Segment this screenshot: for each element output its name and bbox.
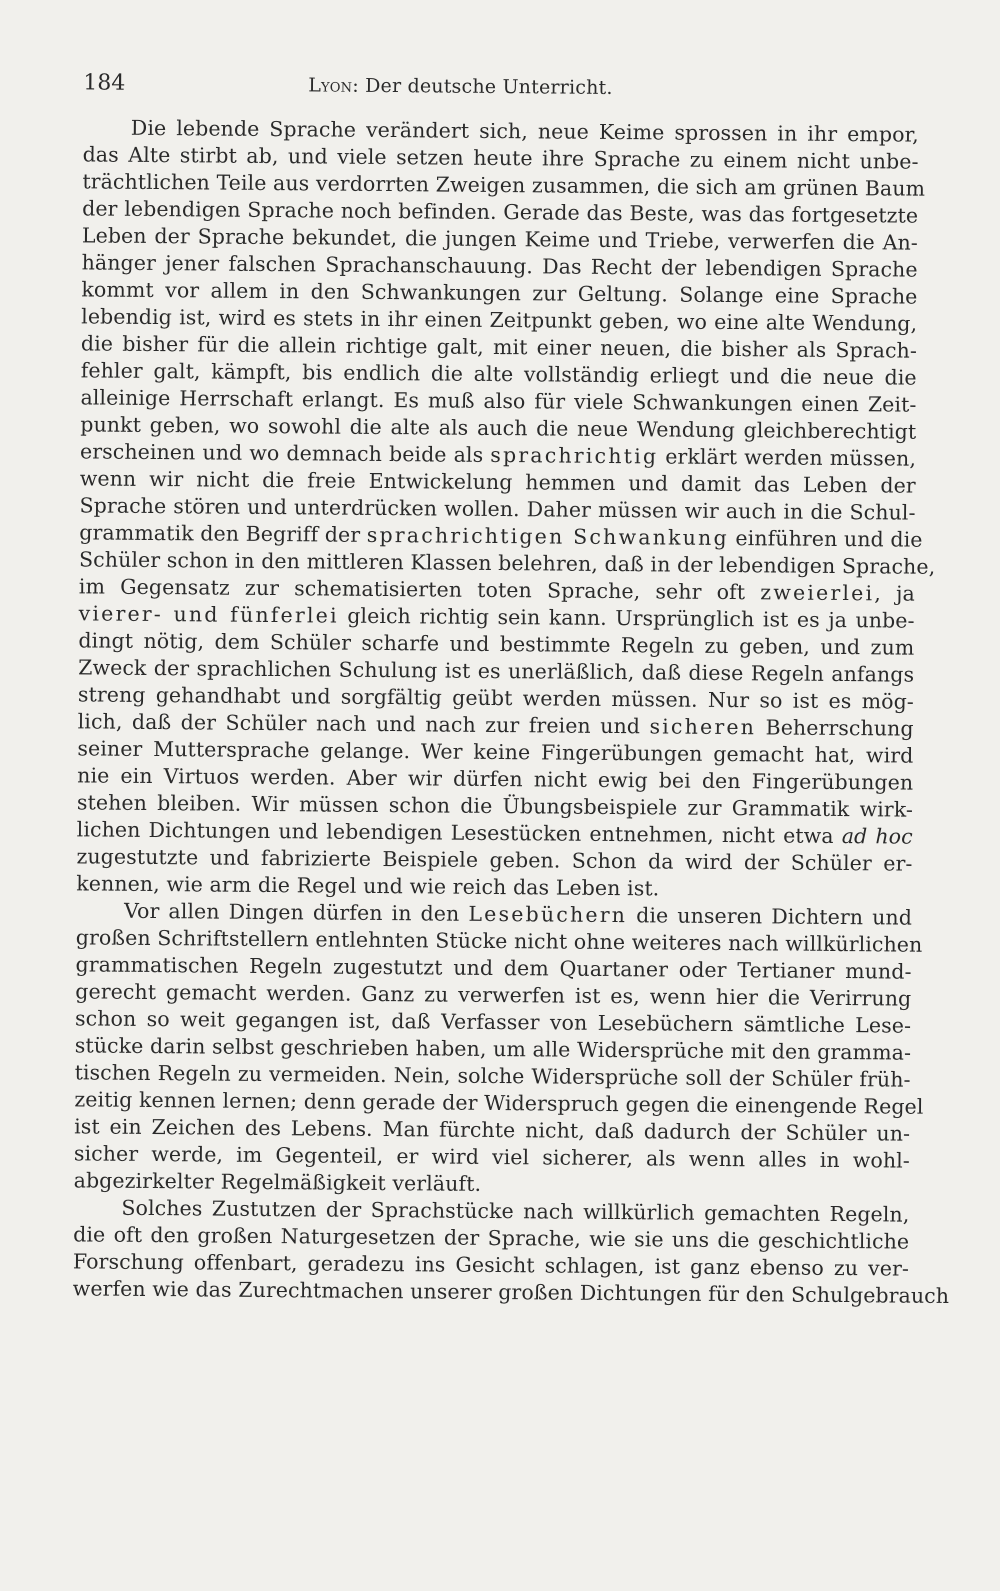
text-line: das Alte stirbt ab, und viele setzen heute ihre Sprache zu einem nicht unbe- [82,142,919,174]
text-line: alleinige Herrschaft erlangt. Es muß also für viele Schwankungen einen Zeit- [80,385,917,417]
text-line: Solches Zustutzen der Sprachstücke nach willkürlich gemachten Regeln, [121,1195,910,1227]
text-line: lichen Dichtungen und lebendigen Lesestücken entnehmen, nicht etwa ad hoc [76,817,913,849]
text-line: hänger jener falschen Sprachanschauung. Das Recht der lebendigen Sprache [81,250,918,282]
running-header [83,70,919,121]
text-line: zugestutzte und fabrizierte Beispiele geben. Schon da wird der Schüler er- [76,844,913,876]
text-line: kommt vor allem in den Schwankungen zur Geltung. Solange eine Sprache [81,277,918,309]
emphasis-spaced: Lesebüchern [468,901,628,928]
paragraph [72,1194,950,1309]
emphasis-spaced: vierer- und fünferlei [78,601,339,628]
text-line: streng gehandhabt und sorgfältig geübt werden müssen. Nur so ist es mög- [77,682,914,714]
author-name: Lyon [308,74,353,97]
text-line: Schüler schon in den mittleren Klassen belehren, daß in der lebendigen Sprache, [78,547,936,579]
text-line: stücke darin selbst geschrieben haben, um alle Widersprüche mit den gramma- [74,1033,912,1065]
text-line: trächtlichen Teile aus verdorrten Zweigen zusammen, die sich am grünen Baum [82,169,926,201]
text-line: grammatik den Begriff der sprachrichtigen Schwankung einführen und die [79,520,923,552]
text-line: tischen Regeln zu vermeiden. Nein, solche Widersprüche soll der Schüler früh- [74,1060,911,1092]
text-line: grammatischen Regeln zugestutzt und dem Quartaner oder Tertianer mund- [75,952,912,984]
text-line: gerecht gemacht werden. Ganz zu verwerfen ist es, wenn hier die Verirrung [75,979,912,1011]
text-line: ist ein Zeichen des Lebens. Man fürchte nicht, daß dadurch der Schüler un- [74,1114,911,1146]
paragraph [73,897,924,1201]
text-line: seiner Muttersprache gelange. Wer keine Fingerübungen gemacht hat, wird [77,736,914,768]
text-line: schon so weit gegangen ist, daß Verfasser von Lesebüchern sämtliche Lese- [74,1006,912,1038]
text-line: großen Schriftstellern entlehnten Stücke nicht ohne weiteres nach willkürlichen [75,925,923,957]
text-line: Sprache stören und unterdrücken wollen. Daher müssen wir auch in die Schul- [79,493,916,525]
emphasis-spaced: sicheren [649,714,757,740]
text-line: Zweck der sprachlichen Schulung ist es unerläßlich, daß diese Regeln anfangs [78,655,915,687]
emphasis-spaced: sprachrichtig [490,442,659,469]
running-title [308,74,613,99]
text-line: werfen wie das Zurechtmachen unserer großen Dichtungen für den Schulgebrauch [72,1276,950,1308]
text-line: die oft den großen Naturgesetzen der Sprache, wie sie uns die geschichtliche [73,1222,910,1254]
body-text [72,114,950,1309]
text-line: kennen, wie arm die Regel und wie reich das Leben ist. [76,871,660,901]
chapter-title: : Der deutsche Unterricht. [352,74,613,99]
text-line: wenn wir nicht die freie Entwickelung hemmen und damit das Leben der [79,466,916,498]
text-line: zeitig kennen lernen; denn gerade der Widerspruch gegen die einengende Regel [74,1087,924,1119]
emphasis-italic: ad hoc [841,824,913,849]
text-line: Forschung offenbart, geradezu ins Gesicht schlagen, ist ganz ebenso zu ver- [72,1249,910,1281]
text-line: lich, daß der Schüler nach und nach zur freien und sicheren Beherrschung [77,709,914,741]
text-line: abgezirkelter Regelmäßigkeit verläuft. [73,1168,482,1196]
text-line: vierer- und fünferlei gleich richtig sein kann. Ursprünglich ist es ja unbe- [78,601,915,633]
text-line: stehen bleiben. Wir müssen schon die Übungsbeispiele zur Grammatik wirk- [76,790,914,822]
text-line: Die lebende Sprache verändert sich, neue Keime sprossen in ihr empor, [130,115,919,147]
page-number: 184 [83,70,126,96]
text-line: punkt geben, wo sowohl die alte als auch die neue Wendung gleichberechtigt [80,412,917,444]
emphasis-spaced: zweierlei [760,580,875,606]
text-line: sicher werde, im Gegenteil, er wird viel sicherer, als wenn alles in wohl- [73,1141,910,1173]
text-line: erscheinen und wo demnach beide als sprachrichtig erklärt werden müssen, [79,439,917,471]
text-line: dingt nötig, dem Schüler scharfe und bestimmte Regeln zu geben, und zum [78,628,915,660]
text-line: fehler galt, kämpft, bis endlich die alte vollständig erliegt und die neue die [80,358,917,390]
text-line: im Gegensatz zur schematisierten toten Sprache, sehr oft zweierlei, ja [78,574,915,606]
text-line: der lebendigen Sprache noch befinden. Gerade das Beste, was das fortgesetzte [82,196,919,228]
emphasis-spaced: sprachrichtigen Schwankung [366,522,729,551]
text-line: lebendig ist, wird es stets in ihr einen Zeitpunkt geben, wo eine alte Wendung, [81,304,918,336]
text-line: Leben der Sprache bekundet, die jungen Keime und Triebe, verwerfen die An- [81,223,919,255]
text-line: die bisher für die allein richtige galt, mit einer neuen, die bisher als Sprach- [80,331,918,363]
text-line: nie ein Virtuos werden. Aber wir dürfen nicht ewig bei den Fingerübungen [77,763,914,795]
text-line: Vor allen Dingen dürfen in den Lesebüchern die unseren Dichtern und [123,898,913,930]
paragraph [76,114,936,904]
